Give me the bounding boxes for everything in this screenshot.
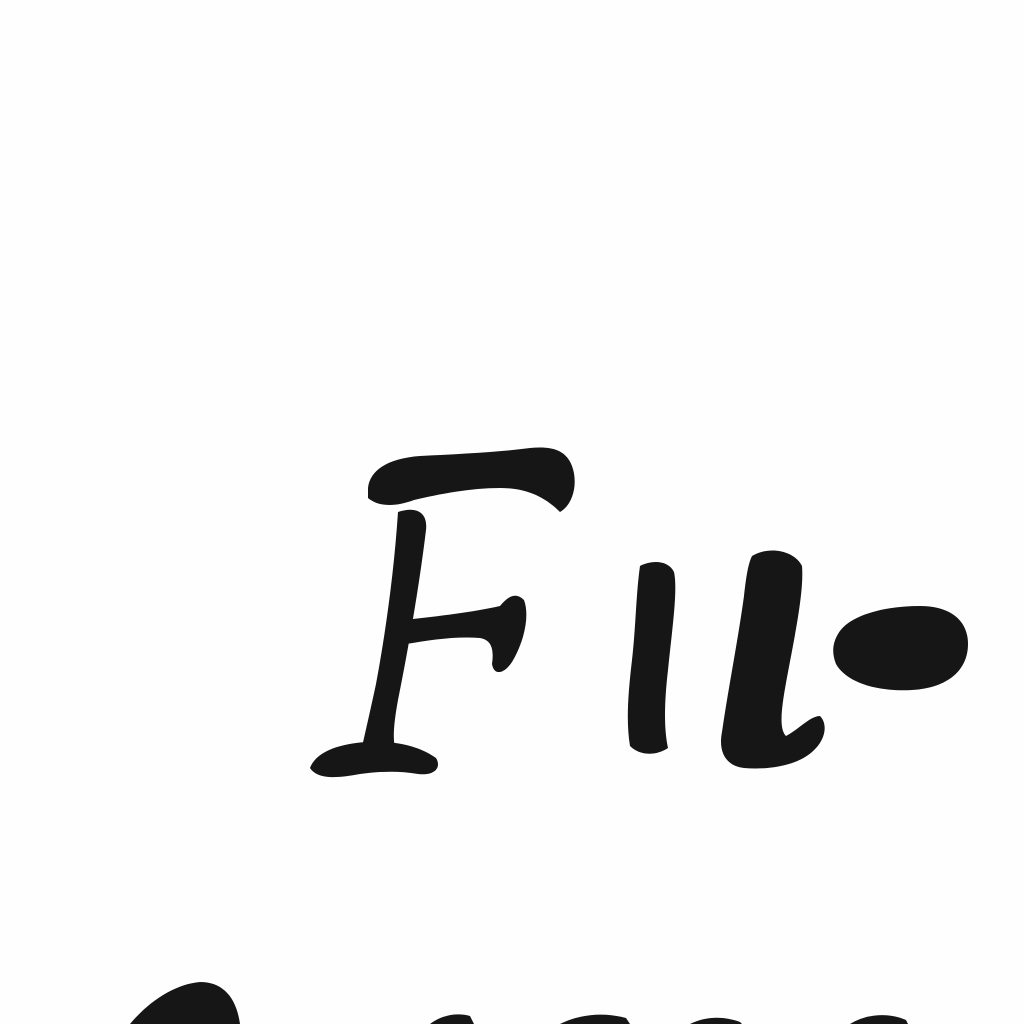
next-line-partial-glyphs bbox=[130, 982, 908, 1024]
glyph-l bbox=[721, 551, 825, 769]
glyph-f bbox=[310, 448, 575, 778]
glyph-hyphen bbox=[833, 606, 968, 690]
glyph-i bbox=[628, 562, 675, 754]
